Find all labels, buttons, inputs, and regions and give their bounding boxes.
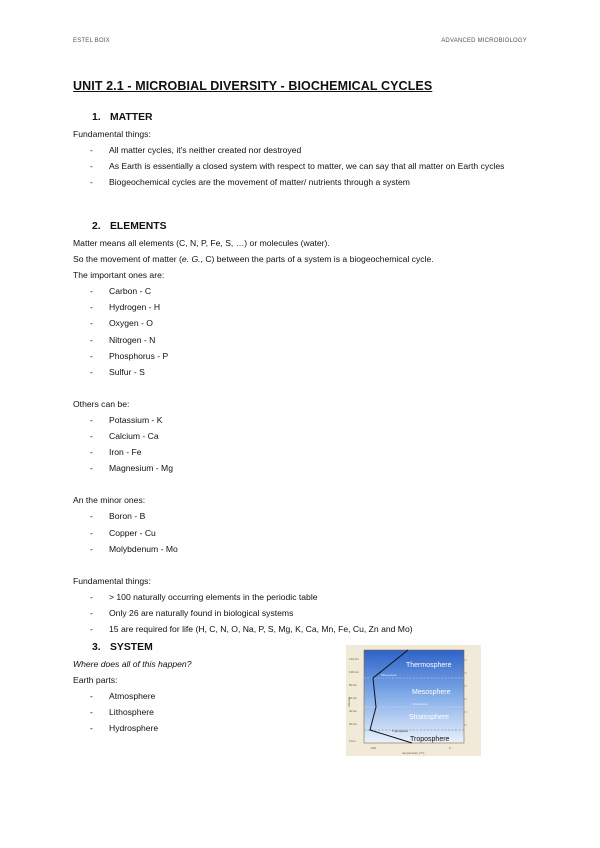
section-title: MATTER: [110, 112, 153, 123]
important-list: [73, 283, 533, 380]
list-item: - 15 are required for life (H, C, N, O, Na, P, S, Mg, K, Ca, Mn, Fe, Cu, Zn and Mo): [73, 621, 533, 637]
layer-label: Troposphere: [410, 736, 450, 743]
boundary-label: Tropopause: [392, 729, 408, 733]
boundary-label: Stratopause: [412, 702, 429, 706]
y-tick: 80 km: [349, 683, 358, 687]
matter-intro: Fundamental things:: [73, 129, 151, 139]
matter-list: [73, 142, 533, 190]
section-system: [73, 640, 333, 736]
x-axis-label: temperature (°C): [402, 751, 425, 755]
y-tick: 40 km: [349, 709, 358, 713]
list-item: - Only 26 are naturally found in biological systems: [73, 605, 533, 621]
text-span-italic: e. G.: [181, 254, 201, 265]
y-tick: 20 km: [349, 722, 358, 726]
text-span: , C) between the parts of a system is a biogeochemical cycle.: [200, 254, 434, 265]
elements-line-2: [73, 251, 533, 267]
list-item: - All matter cycles, it's neither created nor destroyed: [73, 142, 533, 158]
y-tick: 100 km: [349, 670, 359, 674]
others-list: [73, 412, 533, 476]
list-item: - Hydrosphere: [73, 720, 333, 736]
boundary-label: Mesopause: [381, 673, 397, 677]
header-course: ADVANCED MICROBIOLOGY: [441, 38, 527, 44]
list-item: - Boron - B: [73, 508, 533, 524]
list-item: - > 100 naturally occurring elements in the periodic table: [73, 589, 533, 605]
list-item: - Hydrogen - H: [73, 299, 533, 315]
parts-intro: Earth parts:: [73, 675, 118, 686]
atmosphere-layers-figure: [346, 645, 481, 756]
others-intro: Others can be:: [73, 398, 130, 409]
list-item: - Oxygen - O: [73, 315, 533, 331]
elements-line-1: Matter means all elements (C, N, P, Fe, S, …) or molecules (water).: [73, 238, 330, 248]
parts-list: [73, 688, 333, 736]
section-matter: [73, 110, 533, 190]
minor-list: [73, 508, 533, 556]
list-item: - Nitrogen - N: [73, 332, 533, 348]
y-tick: 60 km: [349, 696, 358, 700]
section-number: 2.: [92, 221, 101, 232]
section-title: SYSTEM: [110, 642, 153, 653]
layer-label: Stratosphere: [409, 714, 450, 721]
section-heading-system: [73, 640, 333, 656]
list-item: - Atmosphere: [73, 688, 333, 704]
important-intro: The important ones are:: [73, 270, 165, 281]
minor-intro: An the minor ones:: [73, 495, 146, 506]
x-tick: -100: [370, 746, 377, 750]
list-item: - As Earth is essentially a closed system with respect to matter, we can say that all matter on Earth cycles: [73, 158, 533, 174]
text-span: So the movement of matter (: [73, 254, 182, 265]
list-item: - Phosphorus - P: [73, 348, 533, 364]
list-item: - Molybdenum - Mo: [73, 541, 533, 557]
section-elements: [73, 219, 533, 637]
section-heading-elements: [73, 219, 533, 235]
list-item: - Potassium - K: [73, 412, 533, 428]
list-item: - Lithosphere: [73, 704, 333, 720]
section-title: ELEMENTS: [110, 221, 167, 232]
list-item: - Iron - Fe: [73, 444, 533, 460]
list-item: - Magnesium - Mg: [73, 460, 533, 476]
section-number: 1.: [92, 112, 101, 123]
list-item: - Calcium - Ca: [73, 428, 533, 444]
layer-label: Thermosphere: [406, 662, 452, 669]
list-item: - Biogeochemical cycles are the movement of matter/ nutrients through a system: [73, 174, 533, 190]
x-tick: 0: [449, 746, 451, 750]
layer-label: Mesosphere: [412, 689, 451, 696]
list-item: - Sulfur - S: [73, 364, 533, 380]
y-tick: 0 km: [349, 739, 356, 743]
list-item: - Copper - Cu: [73, 525, 533, 541]
y-axis-label: Altitude: [347, 696, 351, 707]
y-tick: 120 km: [349, 657, 359, 661]
header-author: ESTEL BOIX: [73, 38, 110, 44]
fundamental-intro: Fundamental things:: [73, 575, 151, 586]
section-number: 3.: [92, 642, 101, 653]
page-title: UNIT 2.1 - MICROBIAL DIVERSITY - BIOCHEMICAL CYCLES: [73, 79, 433, 93]
system-question: Where does all of this happen?: [73, 659, 192, 669]
section-heading-matter: [73, 110, 533, 126]
list-item: - Carbon - C: [73, 283, 533, 299]
fundamental-list: [73, 589, 533, 637]
